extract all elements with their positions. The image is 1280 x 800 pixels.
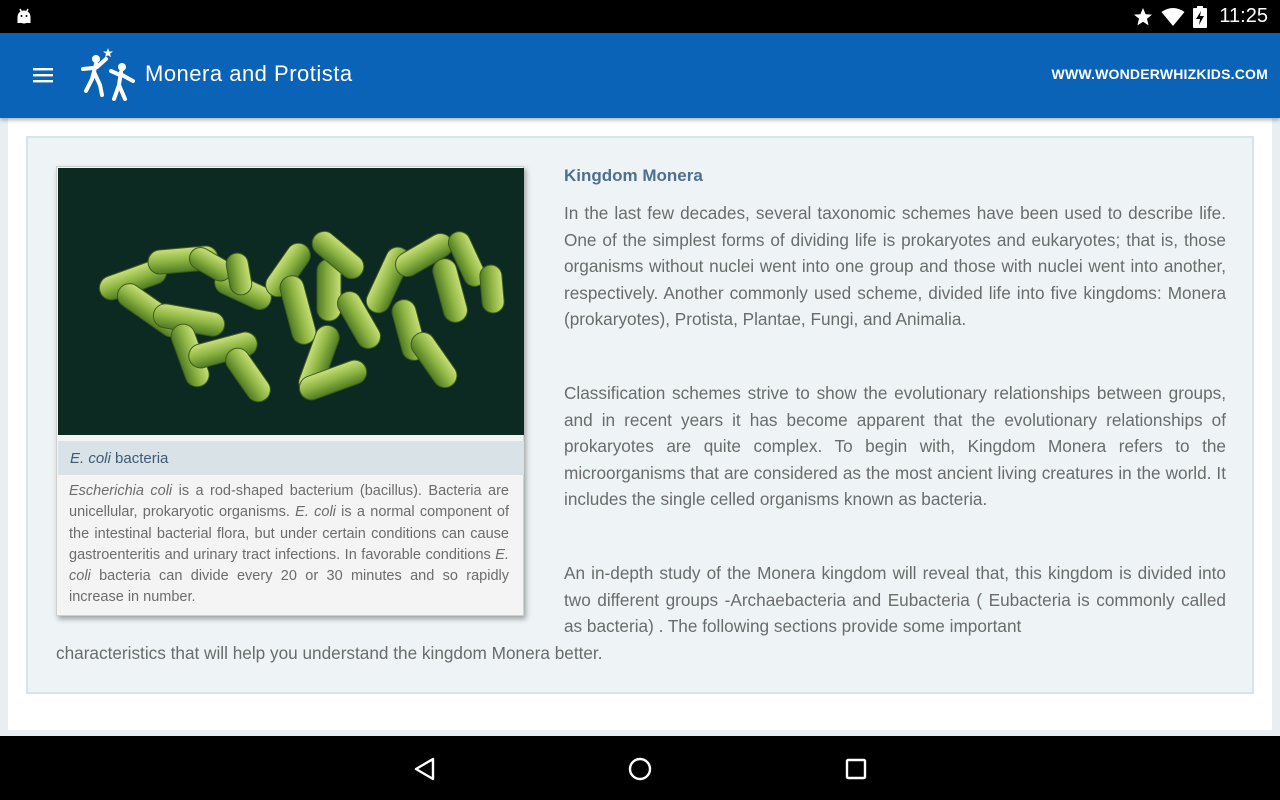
home-icon <box>627 756 653 782</box>
article-card <box>26 136 1254 694</box>
caption-title-italic: E. coli <box>70 450 111 467</box>
navigation-bar <box>0 736 1280 800</box>
star-icon <box>1133 7 1153 27</box>
figure-caption-body <box>69 481 509 609</box>
home-button[interactable] <box>625 754 655 784</box>
hamburger-menu-icon <box>33 67 53 83</box>
figure-caption-title <box>58 441 524 475</box>
back-icon <box>412 756 438 782</box>
caption-segment: E. coli <box>69 546 509 585</box>
article-paragraph-1: In the last few decades, several taxonomic schemes have been used to describe life. One of the simplest forms of dividing life is prokaryotes and eukaryotes; that is, those organisms without nuclei went into one group and those with nuclei went into another, respectively. Another commonly used scheme, divided life into five kingdoms: Monera (prokaryotes), Protista, Plantae, Fungi, and Animalia. <box>564 203 1226 330</box>
figure <box>56 166 524 616</box>
caption-title-rest: bacteria <box>110 450 169 467</box>
wifi-icon <box>1161 7 1185 27</box>
article-paragraph-3: An in-depth study of the Monera kingdom will reveal that, this kingdom is divided into two different groups -Archaebacteria and Eubacteria ( Eubacteria is commonly called as bacteria) . The following sections provide some important <box>564 563 1226 637</box>
caption-segment: bacteria can divide every 20 or 30 minutes and so rapidly increase in number. <box>69 568 509 606</box>
battery-charging-icon <box>1193 6 1207 28</box>
article-heading: Kingdom Monera <box>564 166 703 185</box>
menu-button[interactable] <box>28 60 58 90</box>
android-icon <box>14 6 34 26</box>
recents-button[interactable] <box>841 754 871 784</box>
status-time: 11:25 <box>1219 5 1268 27</box>
recents-icon <box>843 756 869 782</box>
status-bar <box>0 0 1280 33</box>
caption-segment: is a normal component of the intestinal bacterial flora, but under certain conditions can cause gastroenteritis and urinary tract infections. In favorable conditions <box>69 504 509 563</box>
article-paragraph-3-tail: characteristics that will help you understand the kingdom Monera better. <box>56 643 603 663</box>
content-area <box>0 118 1280 736</box>
page <box>8 118 1272 730</box>
bacteria-image <box>58 168 524 435</box>
back-button[interactable] <box>410 754 440 784</box>
caption-segment: is a rod-shaped bacterium (bacillus). Bacteria are unicellular, prokaryotic organisms. <box>69 483 509 521</box>
app-bar <box>0 33 1280 118</box>
article-paragraph-2: Classification schemes strive to show the evolutionary relationships between groups, and in recent years it has become apparent that the evolutionary relationships of prokaryotes are quite complex. To begin with, Kingdom Monera refers to the microorganisms that are considered as the most ancient living creatures in the world. It includes the single celled organisms known as bacteria. <box>564 383 1226 510</box>
page-title: Monera and Protista <box>145 61 353 86</box>
caption-segment: Escherichia coli <box>69 483 173 499</box>
caption-segment: E. coli <box>295 504 336 521</box>
website-link[interactable]: WWW.WONDERWHIZKIDS.COM <box>1051 66 1268 82</box>
kids-logo-icon <box>78 45 140 107</box>
